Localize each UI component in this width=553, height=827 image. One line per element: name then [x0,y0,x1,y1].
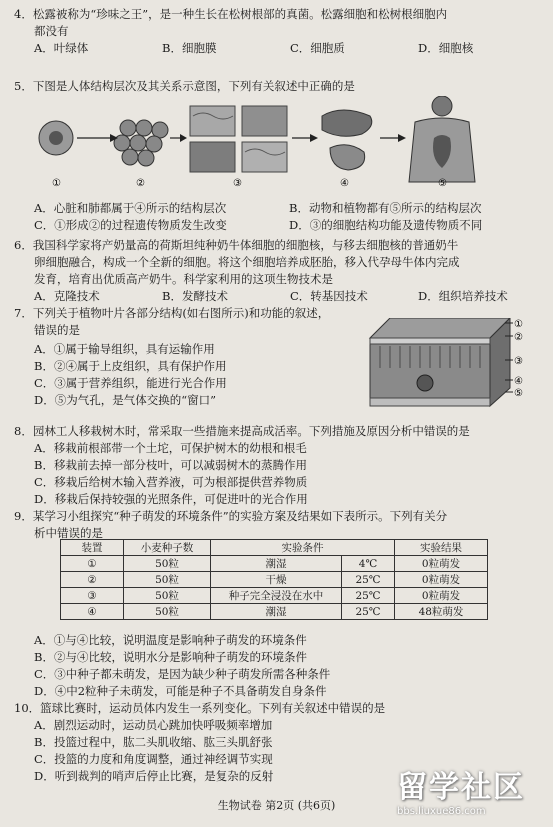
watermark-url: bbs.liuxue86.com [397,806,486,817]
q8-option-d[interactable]: D．移栽后保持较强的光照条件，可促进叶的光合作用 [34,492,308,506]
cell-icon [39,121,73,155]
table-row [61,604,488,620]
q10-option-d[interactable]: D．听到裁判的哨声后停止比赛，是复杂的反射 [34,769,274,783]
question-8 [14,423,544,508]
leaf-label-1: ① [514,319,523,330]
q9-options [14,632,544,700]
table-row [61,588,488,604]
cell-seeds: 50粒 [124,588,211,604]
leaf-label-3: ③ [514,356,523,367]
table-header-row [61,540,488,556]
table-row [61,572,488,588]
cell-moisture: 潮湿 [211,604,342,620]
cell-moisture: 干燥 [211,572,342,588]
q10-option-b[interactable]: B．投篮过程中，肱二头肌收缩、肱三头肌舒张 [34,735,273,749]
q9-stem-line1: 9．某学习小组探究“种子萌发的环境条件”的实验方案及结果如下表所示。下列有关分 [14,509,448,523]
organ-icons [322,110,372,170]
q4-stem-line2: 都没有 [34,24,69,38]
q6-option-a[interactable]: A．克隆技术 [34,289,100,303]
q9-stem-line2: 析中错误的是 [34,526,103,540]
table-row [61,556,488,572]
q8-stem: 8．园林工人移栽树木时，常采取一些措施来提高成活率。下列措施及原因分析中错误的是 [14,424,470,438]
question-5 [14,78,544,95]
q6-option-d[interactable]: D．组织培养技术 [418,289,508,303]
label-4: ④ [340,178,349,188]
label-1: ① [52,178,61,188]
header-condition: 实验条件 [211,540,395,556]
cell-device: ② [61,572,124,588]
cell-seeds: 50粒 [124,556,211,572]
question-7 [14,305,374,409]
header-seed-count: 小麦种子数 [124,540,211,556]
q9-option-a[interactable]: A．①与④比较，说明温度是影响种子萌发的环境条件 [34,633,307,647]
q4-options [14,40,544,57]
tissue-images-icon [190,106,287,172]
q4-option-a[interactable]: A．叶绿体 [34,41,89,55]
q7-option-b[interactable]: B．②④属于上皮组织，具有保护作用 [34,359,227,373]
cell-temperature: 25℃ [342,572,395,588]
header-device: 装置 [61,540,124,556]
q5-option-d[interactable]: D．③的细胞结构功能及遗传物质不同 [289,218,483,232]
question-4 [14,6,544,57]
cell-seeds: 50粒 [124,604,211,620]
header-result: 实验结果 [395,540,488,556]
page-footer: 生物试卷 第2页 (共6页) [217,799,336,812]
q8-option-a[interactable]: A．移栽前根部带一个土坨，可保护树木的幼根和根毛 [34,441,307,455]
cell-temperature: 25℃ [342,604,395,620]
label-3: ③ [233,178,242,188]
body-structure-figure [30,96,480,188]
experiment-table [60,539,488,620]
cell-result: 48粒萌发 [395,604,488,620]
q9-option-c[interactable]: C．③中种子都未萌发，是因为缺少种子萌发所需各种条件 [34,667,331,681]
q4-option-c[interactable]: C．细胞质 [290,41,345,55]
q4-stem-line1: 4．松露被称为“珍味之王”，是一种生长在松树根部的真菌。松露细胞和松树根细胞内 [14,7,448,21]
cell-temperature: 25℃ [342,588,395,604]
cell-temperature: 4℃ [342,556,395,572]
q7-option-d[interactable]: D．⑤为气孔，是气体交换的“窗口” [34,393,216,407]
q8-option-c[interactable]: C．移栽后给树木输入营养液，可为根部提供营养物质 [34,475,308,489]
watermark-logo [397,762,547,820]
q5-option-a[interactable]: A．心脏和肺都属于④所示的结构层次 [34,201,227,215]
q5-stem: 5．下图是人体结构层次及其关系示意图，下列有关叙述中正确的是 [14,79,355,93]
q5-options [14,200,544,234]
cell-moisture: 潮湿 [211,556,342,572]
cell-device: ③ [61,588,124,604]
q7-option-c[interactable]: C．③属于营养组织，能进行光合作用 [34,376,227,390]
label-5: ⑤ [438,178,447,188]
q7-stem-line1: 7．下列关于植物叶片各部分结构(如右图所示)和功能的叙述， [14,306,330,320]
q6-option-c[interactable]: C．转基因技术 [290,289,368,303]
q4-option-d[interactable]: D．细胞核 [418,41,474,55]
q10-option-c[interactable]: C．投篮的力度和角度调整，通过神经调节实现 [34,752,273,766]
q6-options [14,288,544,305]
leaf-label-2: ② [514,332,523,343]
cell-cluster-icon [114,120,168,166]
cell-moisture: 种子完全浸没在水中 [211,588,342,604]
leaf-structure-figure [365,318,525,408]
cell-device: ④ [61,604,124,620]
q9-option-b[interactable]: B．②与④比较，说明水分是影响种子萌发的环境条件 [34,650,307,664]
cell-seeds: 50粒 [124,572,211,588]
q10-option-a[interactable]: A．剧烈运动时，运动员心跳加快呼吸频率增加 [34,718,273,732]
leaf-label-5: ⑤ [514,388,523,399]
q9-option-d[interactable]: D．④中2粒种子未萌发，可能是种子不具备萌发自身条件 [34,684,327,698]
q6-line1: 6．我国科学家将产奶量高的荷斯坦纯种奶牛体细胞的细胞核，与移去细胞核的普通奶牛 [14,238,459,252]
label-2: ② [136,178,145,188]
q6-line3: 发育，培育出优质高产奶牛。科学家利用的这项生物技术是 [34,272,333,286]
q5-option-c[interactable]: C．①形成②的过程遗传物质发生改变 [34,218,227,232]
q5-option-b[interactable]: B．动物和植物都有⑤所示的结构层次 [289,201,482,215]
watermark-brand: 留学社区 [397,770,525,805]
leaf-label-4: ④ [514,376,523,387]
question-6 [14,237,544,305]
cell-result: 0粒萌发 [395,588,488,604]
cell-result: 0粒萌发 [395,556,488,572]
q10-stem: 10．篮球比赛时，运动员体内发生一系列变化。下列有关叙述中错误的是 [14,701,386,715]
q4-option-b[interactable]: B．细胞膜 [162,41,217,55]
human-body-icon [409,96,475,182]
cell-device: ① [61,556,124,572]
question-9 [14,508,544,542]
q6-option-b[interactable]: B．发酵技术 [162,289,228,303]
q7-stem-line2: 错误的是 [34,323,80,337]
cell-result: 0粒萌发 [395,572,488,588]
q6-line2: 卵细胞融合，构成一个全新的细胞。将这个细胞培养成胚胎，移入代孕母牛体内完成 [34,255,460,269]
q8-option-b[interactable]: B．移栽前去掉一部分枝叶，可以减弱树木的蒸腾作用 [34,458,307,472]
q7-option-a[interactable]: A．①属于输导组织，具有运输作用 [34,342,215,356]
